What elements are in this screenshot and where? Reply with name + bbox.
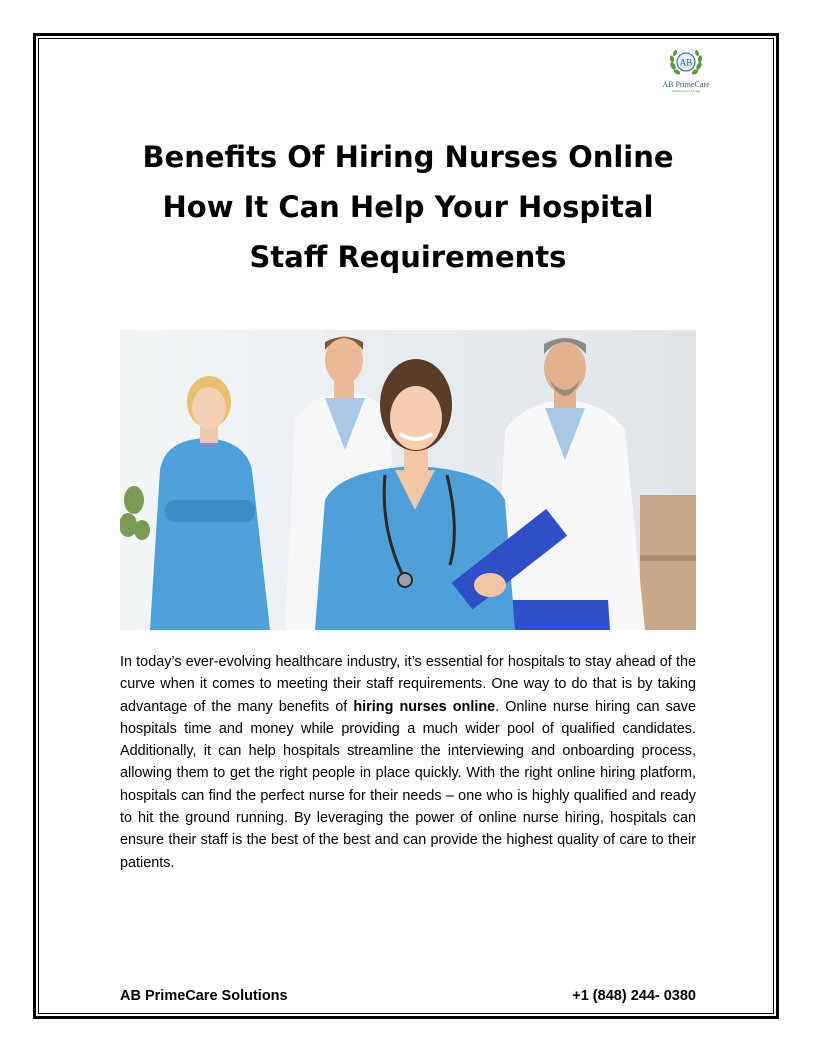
body-text-part-1: In today’s ever-evolving healthcare industry, it’s essential for hospitals to stay ahead of the curve when it comes to meeting their staff requirements. One way to do that is by taking advantage of the many benefits of	[120, 654, 696, 715]
footer-company-name: AB PrimeCare Solutions	[120, 988, 288, 1004]
footer-phone-number: +1 (848) 244- 0380	[572, 988, 696, 1004]
title-line-3: Staff Requirements	[249, 240, 567, 274]
body-paragraph	[120, 651, 696, 874]
logo-name: AB PrimeCare	[662, 80, 710, 89]
body-text-part-2: . Online nurse hiring can save hospitals time and money while providing a much wider pool of qualified candidates. Additionally, it can help hospitals streamline the interviewing and onboarding process, allowing them to get the right people in place quickly. With the right online hiring platform, hospitals can find the perfect nurse for their needs – one who is highly qualified and ready to hit the ground running. By leveraging the power of online nurse hiring, hospitals can ensure their staff is the best of the best and can provide the highest quality of care to their patients.	[120, 698, 696, 871]
title-line-1: Benefits Of Hiring Nurses Online	[142, 140, 674, 174]
medical-staff-photo	[120, 330, 696, 630]
logo-initials: AB	[679, 57, 693, 68]
company-logo	[656, 46, 716, 98]
body-highlight-link: hiring nurses online	[353, 698, 496, 715]
laurel-wreath-icon	[666, 46, 706, 80]
page-title	[100, 132, 716, 282]
logo-tagline: Solutions for Living	[671, 89, 701, 93]
title-line-2: How It Can Help Your Hospital	[162, 190, 654, 224]
